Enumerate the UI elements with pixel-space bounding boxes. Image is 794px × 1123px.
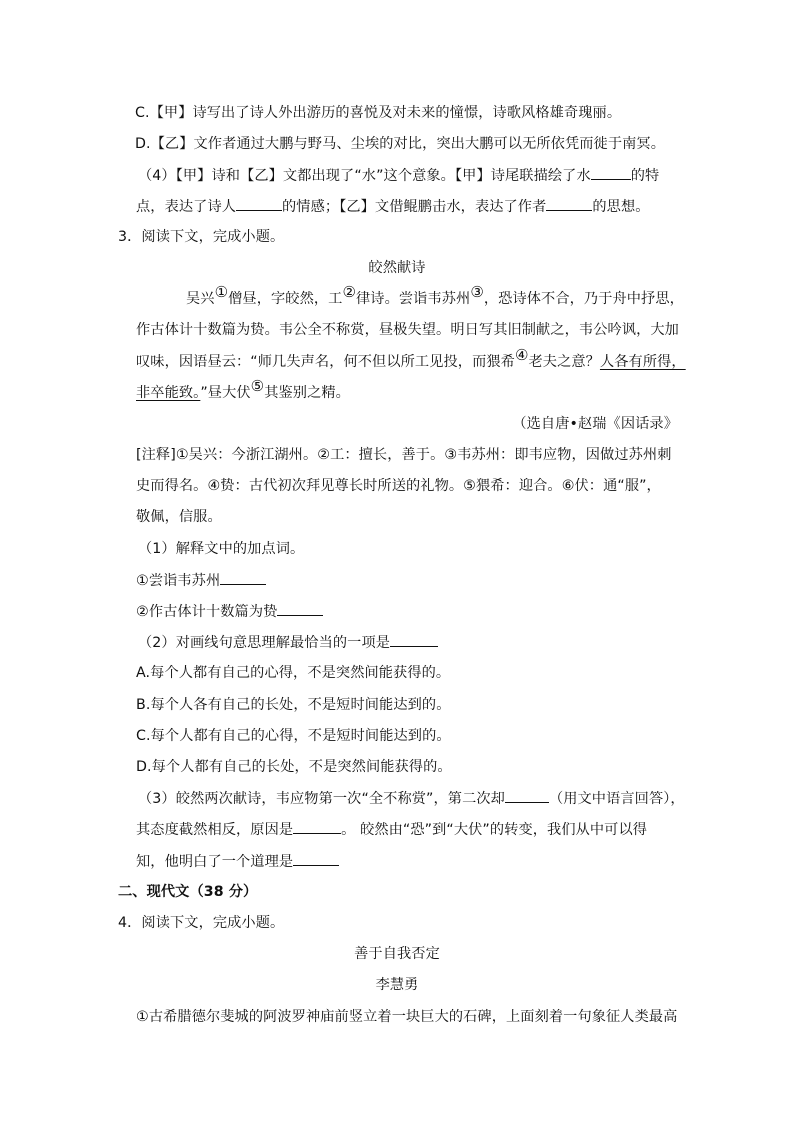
- answer-blank[interactable]: [293, 851, 339, 866]
- q4-passage-line1: ①古希腊德尔斐城的阿波罗神庙前竖立着一块巨大的石碑，上面刻着一句象征人类最高: [136, 1009, 678, 1025]
- answer-blank[interactable]: [505, 788, 549, 803]
- answer-blank[interactable]: [546, 196, 592, 211]
- q3-passage-line3: 叹味，因语昼云：“师几失声名，何不但以所工见投，而猥希④老夫之意？人各有所得，: [136, 346, 686, 370]
- q3-intro: 3．阅读下文，完成小题。: [118, 229, 285, 245]
- q3-sub1-item2: ②作古体计十数篇为贽: [136, 601, 323, 622]
- answer-blank[interactable]: [277, 601, 323, 616]
- q3-option-d: D.每个人都有自己的长处，不是突然间能获得的。: [136, 759, 452, 775]
- q3-sub1: （1）解释文中的加点词。: [138, 541, 305, 557]
- q3-note-line3: 敬佩，信服。: [136, 509, 222, 525]
- q2-sub4-line2: 点，表达了诗人 的情感；【乙】文借鲲鹏击水，表达了作者 的思想。: [136, 196, 650, 217]
- answer-blank[interactable]: [390, 632, 438, 647]
- q2-option-d: D.【乙】文作者通过大鹏与野马、尘埃的对比，突出大鹏可以无所依凭而徙于南冥。: [135, 136, 665, 152]
- underlined-sentence: 人各有所得，: [599, 354, 686, 370]
- answer-blank[interactable]: [236, 196, 282, 211]
- q3-sub3-line1: （3）皎然两次献诗，韦应物第一次“全不称赏”，第二次却 （用文中语言回答），: [138, 788, 685, 809]
- q3-passage-title: 皎然献诗: [368, 260, 426, 276]
- q2-sub4-line1: （4）【甲】诗和【乙】文都出现了“水”这个意象。【甲】诗尾联描绘了水 的特: [138, 165, 659, 186]
- q3-sub3-line3: 知，他明白了一个道理是: [136, 851, 339, 872]
- answer-blank[interactable]: [293, 819, 341, 834]
- q4-intro: 4．阅读下文，完成小题。: [118, 915, 285, 931]
- q3-option-b: B.每个人各有自己的长处，不是短时间能达到的。: [136, 697, 451, 713]
- q3-sub2: （2）对画线句意思理解最恰当的一项是: [138, 632, 438, 653]
- q4-passage-author: 李慧勇: [375, 977, 419, 993]
- q3-sub1-item1: ①尝诣韦苏州: [136, 570, 266, 591]
- section-heading: 二、现代文（38 分）: [118, 884, 258, 900]
- q3-option-c: C.每个人都有自己的心得，不是短时间能达到的。: [136, 728, 451, 744]
- q3-source: （选自唐•赵瑞《因话录》: [512, 416, 678, 432]
- q3-passage-line1: 吴兴①僧昼，字皎然，工②律诗。尝诣韦苏州③，恐诗体不合，乃于舟中抒思，: [186, 283, 684, 307]
- q3-sub3-line2: 其态度截然相反，原因是 。 皎然由“恐”到“大伏”的转变，我们从中可以得: [136, 819, 647, 840]
- q3-note-line2: 史而得名。④贽：古代初次拜见尊长时所送的礼物。⑤猥希：迎合。⑥伏：通“服”，: [136, 478, 661, 494]
- q3-passage-line2: 作古体计十数篇为贽。韦公全不称赏，昼极失望。明日写其旧制献之，韦公吟讽，大加: [136, 322, 679, 338]
- q3-passage-line4: 非卒能致。”昼大伏⑤其鉴别之精。: [136, 377, 350, 401]
- answer-blank[interactable]: [591, 165, 631, 180]
- answer-blank[interactable]: [220, 570, 266, 585]
- q3-note-line1: [注释]①吴兴：今浙江湖州。②工：擅长，善于。③韦苏州：即韦应物，因做过苏州刺: [136, 447, 672, 463]
- q4-passage-title: 善于自我否定: [354, 946, 440, 962]
- q2-option-c: C.【甲】诗写出了诗人外出游历的喜悦及对未来的憧憬，诗歌风格雄奇瑰丽。: [135, 105, 622, 121]
- underlined-sentence: 非卒能致。: [136, 385, 201, 401]
- q3-option-a: A.每个人都有自己的心得，不是突然间能获得的。: [136, 665, 451, 681]
